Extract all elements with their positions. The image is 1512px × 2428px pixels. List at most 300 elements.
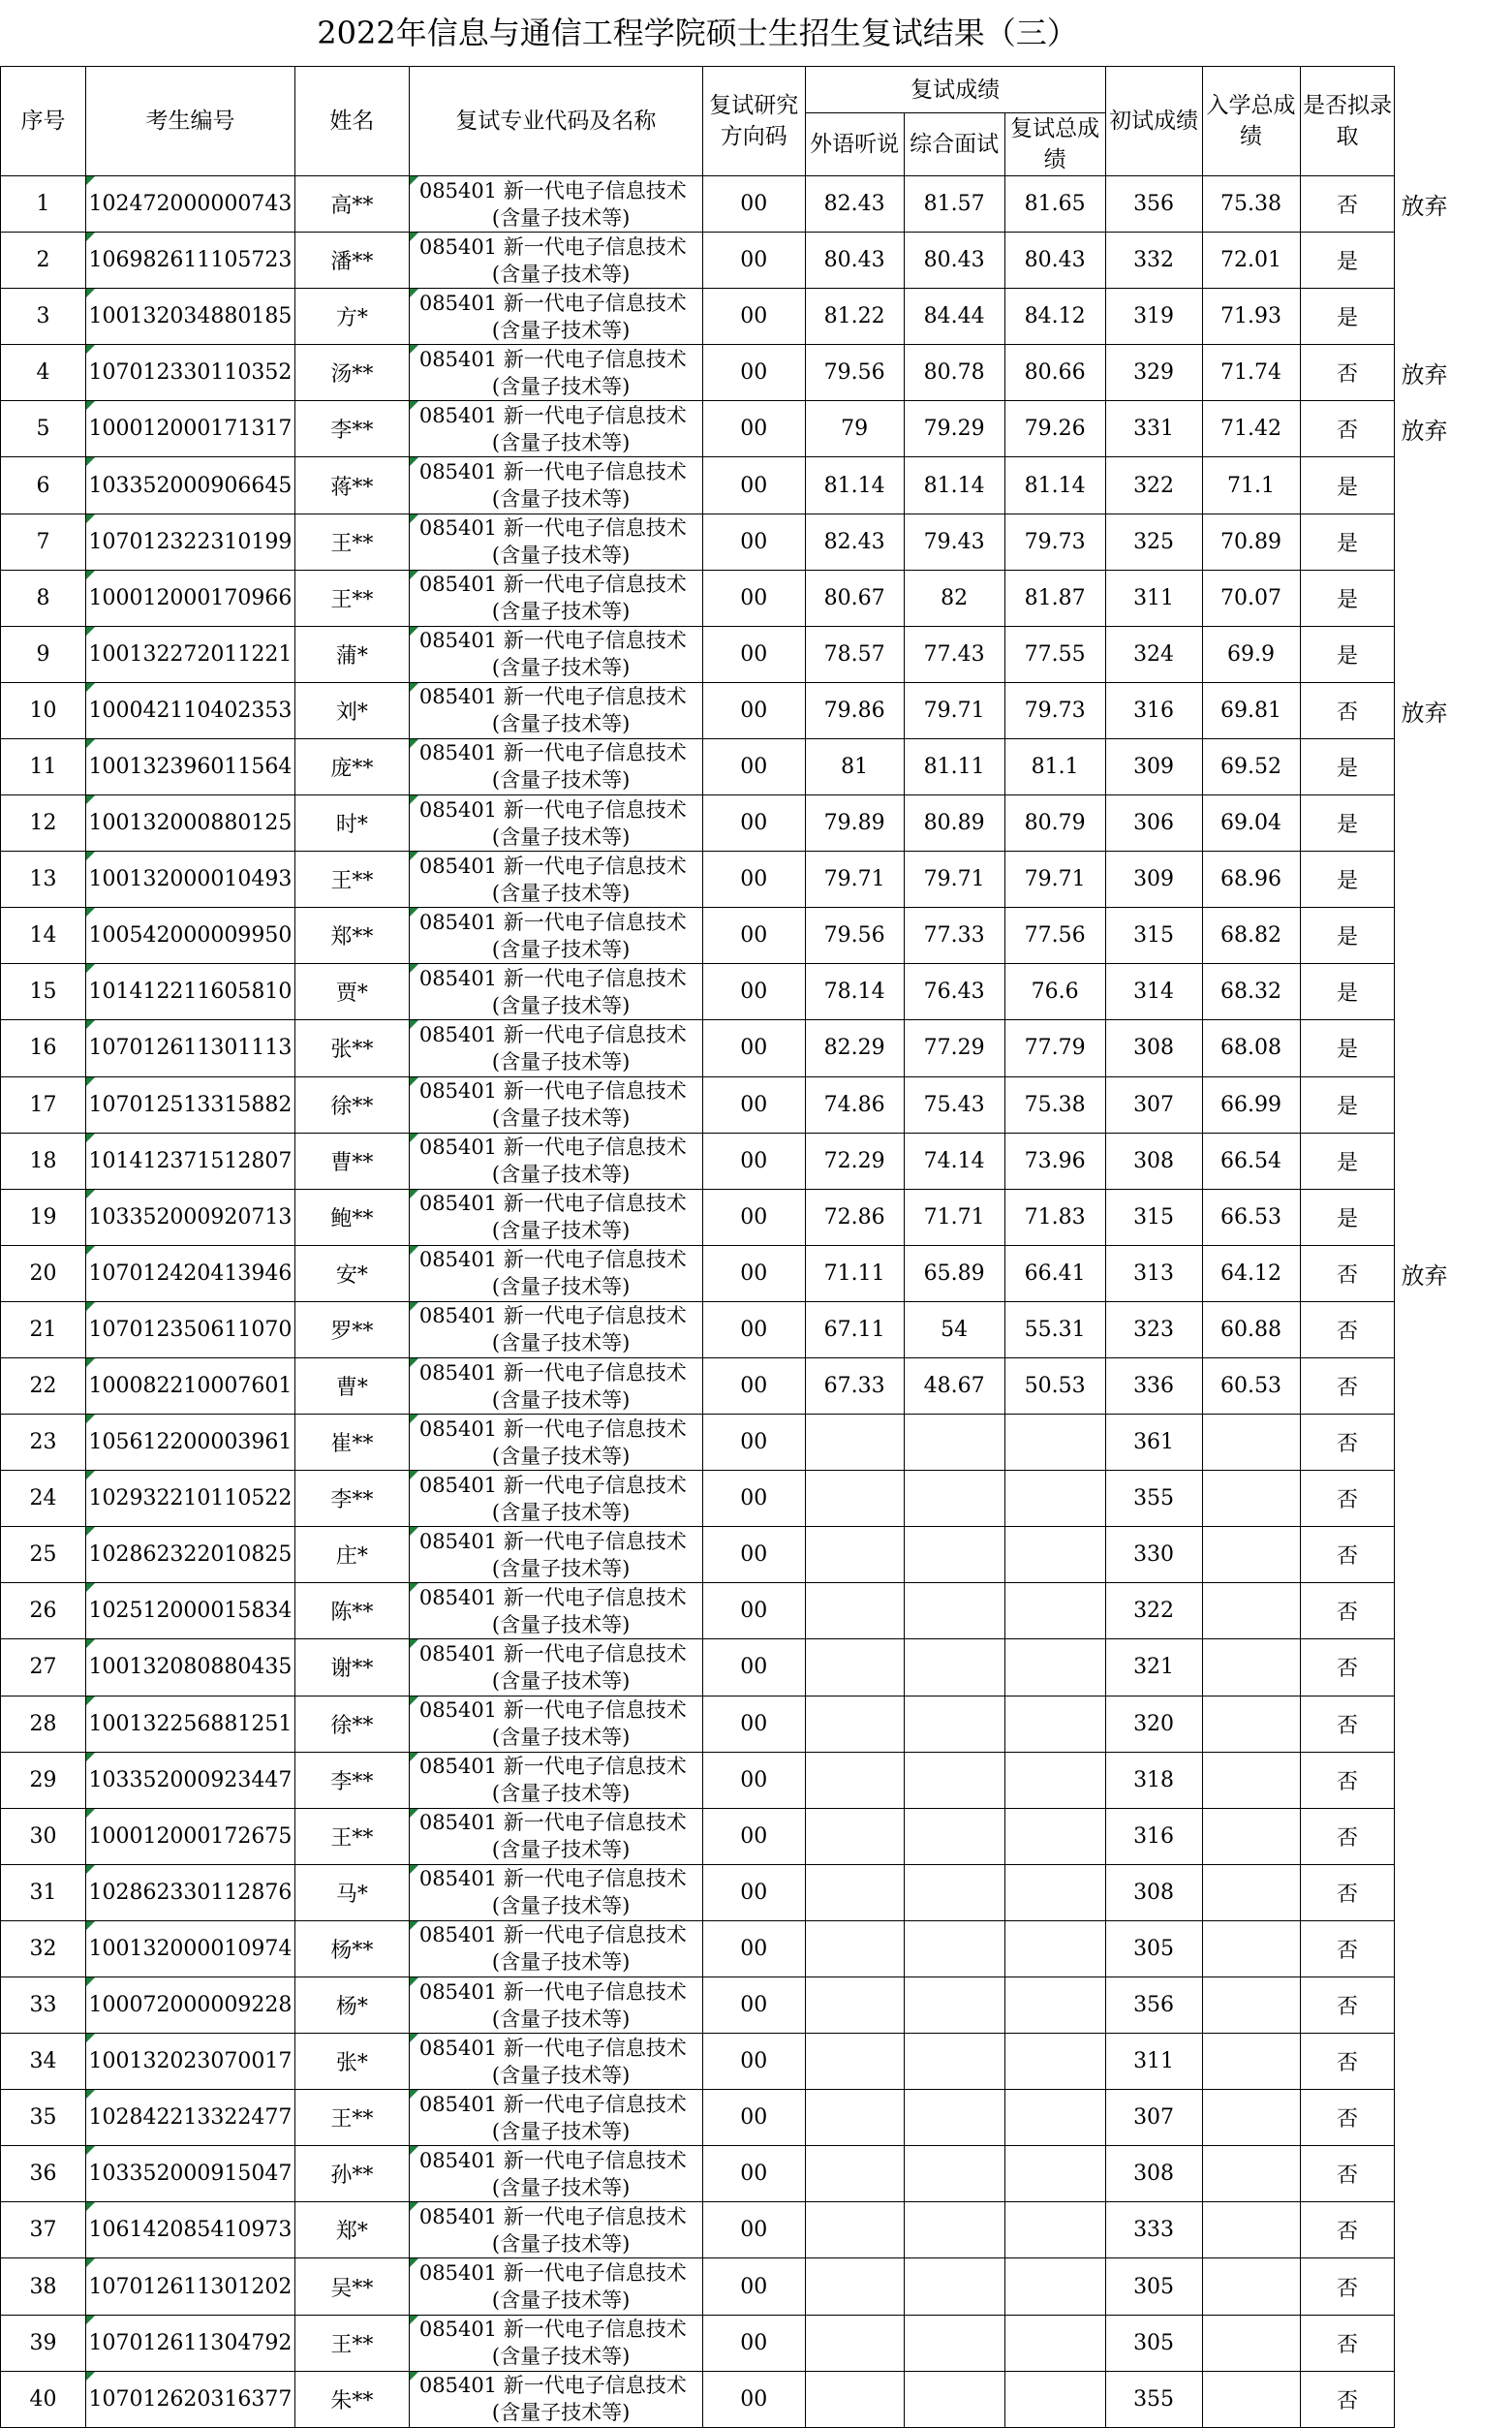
major-line2: (含量子技术等) (419, 1273, 702, 1300)
cell-admit: 否 (1300, 1920, 1395, 1977)
cell-listening: 67.11 (805, 1301, 904, 1357)
cell-note (1395, 233, 1512, 289)
cell-admission-total (1202, 2034, 1300, 2090)
cell-initial: 316 (1105, 682, 1202, 738)
cell-direction: 00 (702, 1133, 805, 1189)
cell-major (409, 1020, 702, 1076)
cell-listening: 79.56 (805, 908, 904, 964)
cell-name: 李** (294, 1752, 409, 1808)
cell-name: 曹** (294, 1133, 409, 1189)
cell-initial: 307 (1105, 1076, 1202, 1133)
header-direction: 复试研究方向码 (702, 67, 805, 176)
cell-major (409, 795, 702, 852)
cell-admit: 是 (1300, 795, 1395, 852)
major-line2: (含量子技术等) (419, 204, 702, 232)
cell-name: 鲍** (294, 1189, 409, 1245)
cell-initial: 355 (1105, 1471, 1202, 1527)
cell-exam-id: 100132000880125 (85, 795, 294, 852)
cell-major (409, 1808, 702, 1864)
cell-major (409, 1076, 702, 1133)
cell-listening (805, 1639, 904, 1696)
cell-note: 放弃 (1395, 682, 1512, 738)
cell-interview: 48.67 (904, 1357, 1004, 1414)
cell-retest-total: 77.56 (1004, 908, 1105, 964)
cell-seq: 36 (1, 2146, 86, 2202)
cell-admission-total: 69.52 (1202, 738, 1300, 794)
cell-initial: 331 (1105, 401, 1202, 457)
major-line2: (含量子技术等) (419, 1499, 702, 1526)
major-line1: 085401 新一代电子信息技术 (419, 798, 687, 822)
cell-admit: 否 (1300, 345, 1395, 401)
table-row (1, 401, 1512, 457)
cell-interview: 65.89 (904, 1245, 1004, 1301)
cell-note (1395, 457, 1512, 514)
cell-interview: 81.11 (904, 738, 1004, 794)
major-line2: (含量子技术等) (419, 1948, 702, 1976)
cell-major (409, 626, 702, 682)
cell-name: 刘* (294, 682, 409, 738)
cell-note (1395, 626, 1512, 682)
cell-retest-total: 66.41 (1004, 1245, 1105, 1301)
cell-note (1395, 1696, 1512, 1752)
cell-interview: 80.89 (904, 795, 1004, 852)
cell-seq: 30 (1, 1808, 86, 1864)
cell-interview (904, 2371, 1004, 2427)
cell-exam-id: 107012611301202 (85, 2258, 294, 2315)
cell-initial: 305 (1105, 1920, 1202, 1977)
cell-seq: 17 (1, 1076, 86, 1133)
major-line2: (含量子技术等) (419, 2062, 702, 2089)
major-line1: 085401 新一代电子信息技术 (419, 1530, 687, 1553)
cell-admit: 是 (1300, 852, 1395, 908)
cell-note (1395, 1977, 1512, 2034)
header-initial: 初试成绩 (1105, 67, 1202, 176)
cell-admission-total: 69.81 (1202, 682, 1300, 738)
cell-retest-total (1004, 2202, 1105, 2258)
cell-admit: 否 (1300, 1639, 1395, 1696)
table-row (1, 1245, 1512, 1301)
table-row (1, 289, 1512, 345)
cell-initial: 336 (1105, 1357, 1202, 1414)
major-line1: 085401 新一代电子信息技术 (419, 1304, 687, 1327)
cell-listening: 81.22 (805, 289, 904, 345)
cell-name: 蒲* (294, 626, 409, 682)
cell-listening: 81 (805, 738, 904, 794)
cell-exam-id: 100132000010974 (85, 1920, 294, 1977)
cell-note (1395, 964, 1512, 1020)
cell-admission-total: 71.42 (1202, 401, 1300, 457)
cell-interview (904, 1977, 1004, 2034)
cell-admission-total: 71.93 (1202, 289, 1300, 345)
cell-listening: 79 (805, 401, 904, 457)
cell-admission-total (1202, 2315, 1300, 2371)
cell-seq: 6 (1, 457, 86, 514)
cell-retest-total (1004, 1639, 1105, 1696)
table-row (1, 1808, 1512, 1864)
cell-direction: 00 (702, 1920, 805, 1977)
cell-retest-total: 77.55 (1004, 626, 1105, 682)
cell-direction: 00 (702, 457, 805, 514)
cell-exam-id: 102862322010825 (85, 1527, 294, 1583)
cell-interview: 77.29 (904, 1020, 1004, 1076)
major-line2: (含量子技术等) (419, 936, 702, 963)
cell-name: 王** (294, 852, 409, 908)
table-row (1, 514, 1512, 570)
cell-seq: 35 (1, 2090, 86, 2146)
cell-note (1395, 1415, 1512, 1471)
cell-admit: 是 (1300, 457, 1395, 514)
table-row (1, 1527, 1512, 1583)
major-line2: (含量子技术等) (419, 1329, 702, 1356)
cell-admit: 否 (1300, 1583, 1395, 1639)
cell-note (1395, 1639, 1512, 1696)
table-row (1, 626, 1512, 682)
cell-note (1395, 1864, 1512, 1920)
cell-initial: 324 (1105, 626, 1202, 682)
cell-major (409, 1864, 702, 1920)
table-row (1, 1020, 1512, 1076)
cell-interview: 77.33 (904, 908, 1004, 964)
cell-note (1395, 2034, 1512, 2090)
cell-retest-total (1004, 2090, 1105, 2146)
cell-listening (805, 2371, 904, 2427)
major-line1: 085401 新一代电子信息技术 (419, 573, 687, 596)
cell-exam-id: 100082210007601 (85, 1357, 294, 1414)
cell-initial: 320 (1105, 1696, 1202, 1752)
cell-note (1395, 1920, 1512, 1977)
cell-retest-total (1004, 2146, 1105, 2202)
cell-initial: 325 (1105, 514, 1202, 570)
major-line2: (含量子技术等) (419, 710, 702, 737)
major-line1: 085401 新一代电子信息技术 (419, 460, 687, 483)
cell-note (1395, 1301, 1512, 1357)
cell-direction: 00 (702, 401, 805, 457)
cell-retest-total (1004, 1977, 1105, 2034)
cell-retest-total: 81.87 (1004, 570, 1105, 626)
cell-interview (904, 1696, 1004, 1752)
cell-direction: 00 (702, 1189, 805, 1245)
cell-admission-total (1202, 1583, 1300, 1639)
major-line1: 085401 新一代电子信息技术 (419, 1755, 687, 1778)
table-row (1, 570, 1512, 626)
major-line1: 085401 新一代电子信息技术 (419, 1192, 687, 1215)
cell-admit: 否 (1300, 176, 1395, 233)
cell-major (409, 908, 702, 964)
major-line2: (含量子技术等) (419, 1667, 702, 1695)
header-note-col (1395, 67, 1512, 176)
major-line1: 085401 新一代电子信息技术 (419, 348, 687, 371)
cell-listening: 80.43 (805, 233, 904, 289)
table-row (1, 1639, 1512, 1696)
cell-seq: 22 (1, 1357, 86, 1414)
cell-seq: 10 (1, 682, 86, 738)
cell-name: 方* (294, 289, 409, 345)
major-line2: (含量子技术等) (419, 1780, 702, 1807)
major-line2: (含量子技术等) (419, 598, 702, 625)
cell-note (1395, 2202, 1512, 2258)
major-line2: (含量子技术等) (419, 2287, 702, 2314)
cell-initial: 308 (1105, 1020, 1202, 1076)
cell-listening: 82.43 (805, 514, 904, 570)
cell-listening (805, 2146, 904, 2202)
cell-major (409, 1639, 702, 1696)
table-row (1, 908, 1512, 964)
cell-major (409, 2258, 702, 2315)
cell-name: 曹* (294, 1357, 409, 1414)
major-line1: 085401 新一代电子信息技术 (419, 1079, 687, 1103)
cell-major (409, 457, 702, 514)
cell-listening: 72.86 (805, 1189, 904, 1245)
cell-retest-total: 76.6 (1004, 964, 1105, 1020)
cell-seq: 23 (1, 1415, 86, 1471)
cell-major (409, 233, 702, 289)
major-line1: 085401 新一代电子信息技术 (419, 2205, 687, 2228)
cell-seq: 9 (1, 626, 86, 682)
cell-admission-total (1202, 2258, 1300, 2315)
cell-interview (904, 1752, 1004, 1808)
cell-seq: 12 (1, 795, 86, 852)
table-row (1, 1357, 1512, 1414)
cell-exam-id: 107012322310199 (85, 514, 294, 570)
cell-note (1395, 2315, 1512, 2371)
header-interview: 综合面试 (904, 113, 1004, 176)
table-row (1, 1189, 1512, 1245)
cell-note (1395, 2146, 1512, 2202)
cell-direction: 00 (702, 2034, 805, 2090)
cell-listening (805, 1920, 904, 1977)
major-line1: 085401 新一代电子信息技术 (419, 967, 687, 990)
cell-admit: 是 (1300, 626, 1395, 682)
cell-major (409, 2090, 702, 2146)
cell-admit: 是 (1300, 908, 1395, 964)
cell-exam-id: 102512000015834 (85, 1583, 294, 1639)
cell-admission-total (1202, 1471, 1300, 1527)
cell-retest-total (1004, 1471, 1105, 1527)
cell-major (409, 1471, 702, 1527)
cell-listening: 78.14 (805, 964, 904, 1020)
cell-listening: 79.86 (805, 682, 904, 738)
major-line2: (含量子技术等) (419, 1048, 702, 1075)
table-row (1, 2090, 1512, 2146)
cell-admission-total: 71.1 (1202, 457, 1300, 514)
cell-seq: 39 (1, 2315, 86, 2371)
cell-admission-total: 75.38 (1202, 176, 1300, 233)
cell-admission-total: 66.99 (1202, 1076, 1300, 1133)
cell-major (409, 1920, 702, 1977)
table-row (1, 1076, 1512, 1133)
cell-interview: 80.78 (904, 345, 1004, 401)
major-line2: (含量子技术等) (419, 1217, 702, 1244)
cell-note (1395, 1133, 1512, 1189)
cell-exam-id: 100132000010493 (85, 852, 294, 908)
cell-direction: 00 (702, 738, 805, 794)
table-row (1, 345, 1512, 401)
major-line1: 085401 新一代电子信息技术 (419, 2374, 687, 2397)
major-line1: 085401 新一代电子信息技术 (419, 292, 687, 315)
cell-listening: 79.56 (805, 345, 904, 401)
cell-admission-total: 68.96 (1202, 852, 1300, 908)
cell-interview (904, 1808, 1004, 1864)
cell-initial: 315 (1105, 1189, 1202, 1245)
cell-seq: 34 (1, 2034, 86, 2090)
major-line2: (含量子技术等) (419, 373, 702, 400)
cell-name: 李** (294, 1471, 409, 1527)
cell-retest-total: 55.31 (1004, 1301, 1105, 1357)
cell-initial: 329 (1105, 345, 1202, 401)
cell-name: 罗** (294, 1301, 409, 1357)
cell-retest-total (1004, 2315, 1105, 2371)
cell-exam-id: 100132256881251 (85, 1696, 294, 1752)
cell-seq: 29 (1, 1752, 86, 1808)
cell-admit: 否 (1300, 1301, 1395, 1357)
cell-name: 郑** (294, 908, 409, 964)
major-line2: (含量子技术等) (419, 880, 702, 907)
cell-admission-total (1202, 1977, 1300, 2034)
cell-seq: 26 (1, 1583, 86, 1639)
cell-listening (805, 1864, 904, 1920)
cell-admission-total (1202, 1415, 1300, 1471)
cell-admit: 否 (1300, 1357, 1395, 1414)
cell-admit: 是 (1300, 1133, 1395, 1189)
table-row (1, 1301, 1512, 1357)
cell-direction: 00 (702, 570, 805, 626)
cell-note (1395, 1808, 1512, 1864)
cell-retest-total: 81.1 (1004, 738, 1105, 794)
cell-seq: 13 (1, 852, 86, 908)
cell-admit: 否 (1300, 1808, 1395, 1864)
cell-direction: 00 (702, 1752, 805, 1808)
header-exam-id: 考生编号 (85, 67, 294, 176)
cell-admission-total: 68.82 (1202, 908, 1300, 964)
cell-direction: 00 (702, 233, 805, 289)
cell-direction: 00 (702, 1639, 805, 1696)
major-line2: (含量子技术等) (419, 1892, 702, 1919)
cell-major (409, 738, 702, 794)
cell-listening: 82.43 (805, 176, 904, 233)
cell-note (1395, 2371, 1512, 2427)
major-line1: 085401 新一代电子信息技术 (419, 911, 687, 934)
cell-exam-id: 106982611105723 (85, 233, 294, 289)
cell-note (1395, 908, 1512, 964)
header-admission-total: 入学总成绩 (1202, 67, 1300, 176)
cell-admit: 否 (1300, 1977, 1395, 2034)
cell-admit: 否 (1300, 1527, 1395, 1583)
cell-exam-id: 100132080880435 (85, 1639, 294, 1696)
cell-seq: 21 (1, 1301, 86, 1357)
table-row (1, 1583, 1512, 1639)
major-line1: 085401 新一代电子信息技术 (419, 1361, 687, 1385)
cell-initial: 356 (1105, 176, 1202, 233)
major-line2: (含量子技术等) (419, 2399, 702, 2426)
cell-admission-total: 70.07 (1202, 570, 1300, 626)
cell-admission-total (1202, 1527, 1300, 1583)
header-seq: 序号 (1, 67, 86, 176)
cell-interview (904, 2146, 1004, 2202)
cell-major (409, 682, 702, 738)
cell-name: 潘** (294, 233, 409, 289)
cell-retest-total: 81.65 (1004, 176, 1105, 233)
cell-listening (805, 2258, 904, 2315)
table-row (1, 2315, 1512, 2371)
major-line1: 085401 新一代电子信息技术 (419, 1867, 687, 1890)
cell-initial: 330 (1105, 1527, 1202, 1583)
cell-name: 王** (294, 570, 409, 626)
cell-admit: 否 (1300, 1245, 1395, 1301)
cell-name: 杨* (294, 1977, 409, 2034)
cell-note (1395, 1076, 1512, 1133)
table-row (1, 2371, 1512, 2427)
major-line2: (含量子技术等) (419, 485, 702, 513)
cell-interview (904, 1864, 1004, 1920)
cell-interview (904, 1471, 1004, 1527)
cell-seq: 28 (1, 1696, 86, 1752)
cell-initial: 315 (1105, 908, 1202, 964)
cell-exam-id: 102472000000743 (85, 176, 294, 233)
cell-interview (904, 2090, 1004, 2146)
cell-exam-id: 103352000923447 (85, 1752, 294, 1808)
table-row (1, 1133, 1512, 1189)
major-line2: (含量子技术等) (419, 1443, 702, 1470)
cell-initial: 316 (1105, 1808, 1202, 1864)
cell-seq: 27 (1, 1639, 86, 1696)
major-line1: 085401 新一代电子信息技术 (419, 1586, 687, 1609)
cell-note: 放弃 (1395, 176, 1512, 233)
cell-seq: 25 (1, 1527, 86, 1583)
cell-direction: 00 (702, 2371, 805, 2427)
cell-exam-id: 107012350611070 (85, 1301, 294, 1357)
cell-admit: 否 (1300, 1864, 1395, 1920)
cell-retest-total (1004, 2371, 1105, 2427)
cell-seq: 40 (1, 2371, 86, 2427)
major-line1: 085401 新一代电子信息技术 (419, 1474, 687, 1497)
cell-initial: 361 (1105, 1415, 1202, 1471)
cell-exam-id: 101412211605810 (85, 964, 294, 1020)
cell-seq: 16 (1, 1020, 86, 1076)
cell-listening: 80.67 (805, 570, 904, 626)
cell-listening (805, 1752, 904, 1808)
major-line1: 085401 新一代电子信息技术 (419, 2149, 687, 2172)
cell-interview (904, 2315, 1004, 2371)
major-line1: 085401 新一代电子信息技术 (419, 1136, 687, 1159)
cell-retest-total (1004, 2258, 1105, 2315)
cell-admit: 否 (1300, 2371, 1395, 2427)
cell-name: 王** (294, 514, 409, 570)
cell-note (1395, 852, 1512, 908)
cell-interview: 77.43 (904, 626, 1004, 682)
cell-retest-total: 79.73 (1004, 514, 1105, 570)
cell-direction: 00 (702, 795, 805, 852)
cell-admit: 否 (1300, 1696, 1395, 1752)
cell-exam-id: 107012611301113 (85, 1020, 294, 1076)
cell-initial: 355 (1105, 2371, 1202, 2427)
table-row (1, 2034, 1512, 2090)
cell-direction: 00 (702, 1808, 805, 1864)
cell-exam-id: 102932210110522 (85, 1471, 294, 1527)
major-line1: 085401 新一代电子信息技术 (419, 741, 687, 764)
cell-direction: 00 (702, 1696, 805, 1752)
cell-interview (904, 1639, 1004, 1696)
cell-admission-total: 66.54 (1202, 1133, 1300, 1189)
cell-name: 汤** (294, 345, 409, 401)
cell-listening: 72.29 (805, 1133, 904, 1189)
cell-admission-total: 68.32 (1202, 964, 1300, 1020)
cell-exam-id: 100012000172675 (85, 1808, 294, 1864)
cell-interview: 76.43 (904, 964, 1004, 1020)
cell-interview: 84.44 (904, 289, 1004, 345)
cell-admission-total (1202, 1920, 1300, 1977)
cell-admit: 否 (1300, 2202, 1395, 2258)
table-row (1, 964, 1512, 1020)
